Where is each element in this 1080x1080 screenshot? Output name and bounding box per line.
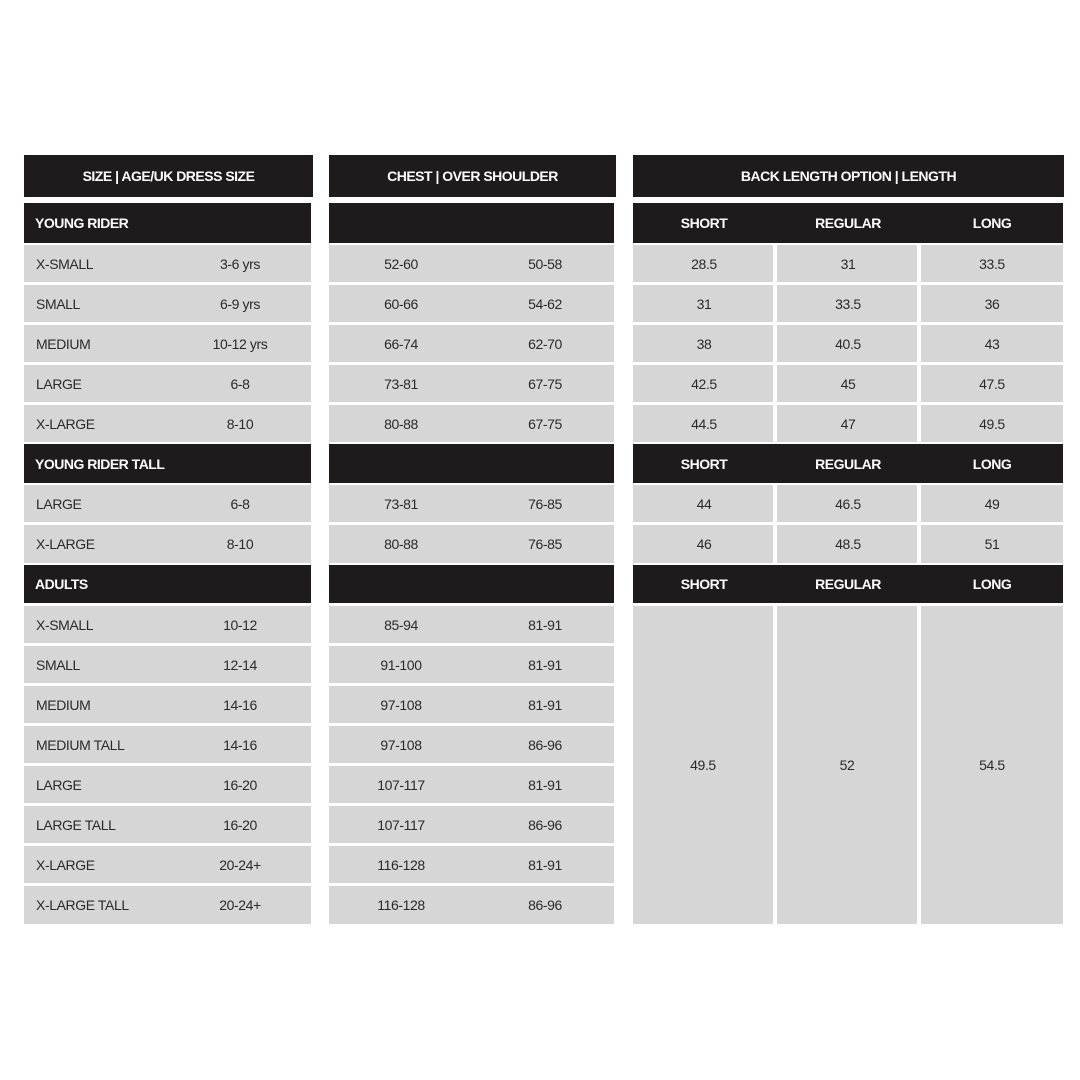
long-value: 36: [984, 295, 1000, 312]
age-value: 20-24+: [219, 856, 261, 873]
chest-value: 107-117: [377, 816, 425, 833]
length-header-regular: REGULAR: [815, 455, 881, 472]
chest-value: 66-74: [384, 335, 418, 352]
table-row: [24, 325, 311, 362]
size-label: SMALL: [36, 656, 80, 673]
column-divider: [917, 485, 921, 563]
size-label: X-LARGE: [36, 415, 95, 432]
chest-header: CHEST | OVER SHOULDER: [329, 155, 616, 197]
short-value: 46: [696, 536, 712, 552]
long-value: 51: [984, 536, 1000, 552]
chest-value: 91-100: [380, 656, 422, 673]
table-row: [24, 766, 311, 803]
age-value: 6-8: [230, 495, 250, 512]
table-row: [329, 325, 614, 362]
table-row: [24, 245, 311, 282]
section-title-spacer: [329, 203, 614, 243]
short-value: 42.5: [691, 375, 717, 392]
chest-value: 60-66: [384, 295, 418, 312]
size-label: X-LARGE: [36, 536, 95, 552]
age-value: 8-10: [226, 415, 254, 432]
size-label: MEDIUM: [36, 696, 91, 713]
column-divider: [917, 245, 921, 443]
size-label: X-SMALL: [36, 255, 94, 272]
section-title-spacer: [329, 444, 614, 483]
shoulder-value: 50-58: [528, 255, 562, 272]
size-label: LARGE: [36, 495, 82, 512]
size-label: X-LARGE TALL: [36, 897, 129, 913]
age-value: 6-9 yrs: [220, 295, 260, 312]
long-value: 33.5: [979, 255, 1005, 272]
length-header-regular: REGULAR: [815, 576, 881, 592]
section-title-young-rider: YOUNG RIDER: [24, 203, 311, 243]
age-value: 3-6 yrs: [220, 255, 260, 272]
table-row: [633, 525, 1063, 563]
table-row: [24, 365, 311, 402]
long-value: 43: [984, 335, 1000, 352]
size-label: LARGE: [36, 375, 82, 392]
chest-value: 116-128: [377, 897, 425, 913]
table-row: [633, 485, 1063, 522]
table-row: [329, 245, 614, 282]
chest-value: 73-81: [384, 495, 418, 512]
regular-value: 45: [840, 375, 856, 392]
size-label: LARGE: [36, 776, 82, 793]
shoulder-value: 76-85: [528, 495, 562, 512]
section-title-adults: ADULTS: [24, 565, 311, 603]
shoulder-value: 81-91: [528, 776, 562, 793]
age-value: 16-20: [223, 776, 257, 793]
shoulder-value: 81-91: [528, 656, 562, 673]
length-header-long: LONG: [972, 576, 1012, 592]
size-label: X-SMALL: [36, 616, 94, 633]
age-value: 10-12: [223, 616, 257, 633]
age-value: 14-16: [223, 736, 257, 753]
age-value: 20-24+: [219, 897, 261, 913]
table-row: [24, 686, 311, 723]
size-label: LARGE TALL: [36, 816, 116, 833]
chest-value: 52-60: [384, 255, 418, 272]
shoulder-value: 62-70: [528, 335, 562, 352]
table-row: [329, 646, 614, 683]
regular-value: 33.5: [835, 295, 861, 312]
column-divider: [773, 485, 777, 563]
chest-value: 80-88: [384, 536, 418, 552]
merged-regular-value: 52: [777, 606, 917, 924]
short-value: 44.5: [691, 415, 717, 432]
shoulder-value: 86-96: [528, 816, 562, 833]
table-row: [633, 325, 1063, 362]
length-header-row: [633, 203, 1063, 243]
table-row: [329, 525, 614, 563]
shoulder-value: 76-85: [528, 536, 562, 552]
size-label: MEDIUM: [36, 335, 91, 352]
chest-value: 107-117: [377, 776, 425, 793]
shoulder-value: 86-96: [528, 897, 562, 913]
table-row: [329, 846, 614, 883]
table-row: [24, 405, 311, 442]
section-title-young-rider-tall: YOUNG RIDER TALL: [24, 444, 311, 483]
table-row: [24, 285, 311, 322]
table-row: [329, 806, 614, 843]
length-header-short: SHORT: [680, 576, 728, 592]
regular-value: 48.5: [835, 536, 861, 552]
length-header-row: [633, 444, 1063, 483]
shoulder-value: 81-91: [528, 856, 562, 873]
table-row: [24, 806, 311, 843]
age-value: 16-20: [223, 816, 257, 833]
age-value: 6-8: [230, 375, 250, 392]
chest-value: 97-108: [380, 696, 422, 713]
chest-value: 85-94: [384, 616, 418, 633]
table-row: [24, 606, 311, 643]
length-header-short: SHORT: [680, 215, 728, 231]
regular-value: 40.5: [835, 335, 861, 352]
age-value: 12-14: [223, 656, 257, 673]
table-row: [329, 726, 614, 763]
length-header-short: SHORT: [680, 455, 728, 472]
table-row: [329, 766, 614, 803]
table-row: [24, 886, 311, 924]
short-value: 44: [696, 495, 712, 512]
chest-value: 116-128: [377, 856, 425, 873]
size-label: MEDIUM TALL: [36, 736, 125, 753]
table-row: [24, 646, 311, 683]
column-divider: [773, 245, 777, 443]
table-row: [329, 485, 614, 522]
table-row: [24, 485, 311, 522]
short-value: 28.5: [691, 255, 717, 272]
table-row: [24, 726, 311, 763]
chest-value: 97-108: [380, 736, 422, 753]
size-label: X-LARGE: [36, 856, 95, 873]
shoulder-value: 86-96: [528, 736, 562, 753]
size-header: SIZE | AGE/UK DRESS SIZE: [24, 155, 313, 197]
chest-value: 73-81: [384, 375, 418, 392]
table-row: [329, 285, 614, 322]
short-value: 31: [696, 295, 712, 312]
table-row: [329, 686, 614, 723]
long-value: 49.5: [979, 415, 1005, 432]
merged-short-value: 49.5: [633, 606, 773, 924]
table-row: [329, 405, 614, 442]
merged-long-value: 54.5: [921, 606, 1063, 924]
shoulder-value: 67-75: [528, 415, 562, 432]
length-header-long: LONG: [972, 215, 1012, 231]
size-label: SMALL: [36, 295, 80, 312]
long-value: 47.5: [979, 375, 1005, 392]
shoulder-value: 67-75: [528, 375, 562, 392]
shoulder-value: 81-91: [528, 696, 562, 713]
table-row: [633, 245, 1063, 282]
table-row: [329, 886, 614, 924]
regular-value: 31: [840, 255, 856, 272]
table-row: [24, 525, 311, 563]
short-value: 38: [696, 335, 712, 352]
section-title-spacer: [329, 565, 614, 603]
length-header-long: LONG: [972, 455, 1012, 472]
age-value: 14-16: [223, 696, 257, 713]
age-value: 8-10: [226, 536, 254, 552]
regular-value: 47: [840, 415, 856, 432]
chest-value: 80-88: [384, 415, 418, 432]
table-row: [633, 285, 1063, 322]
regular-value: 46.5: [835, 495, 861, 512]
table-row: [329, 365, 614, 402]
table-row: [633, 365, 1063, 402]
shoulder-value: 81-91: [528, 616, 562, 633]
shoulder-value: 54-62: [528, 295, 562, 312]
table-row: [329, 606, 614, 643]
long-value: 49: [984, 495, 1000, 512]
length-header-regular: REGULAR: [815, 215, 881, 231]
table-row: [24, 846, 311, 883]
back-length-header: BACK LENGTH OPTION | LENGTH: [633, 155, 1064, 197]
table-row: [633, 405, 1063, 442]
age-value: 10-12 yrs: [212, 335, 268, 352]
length-header-row: [633, 565, 1063, 603]
